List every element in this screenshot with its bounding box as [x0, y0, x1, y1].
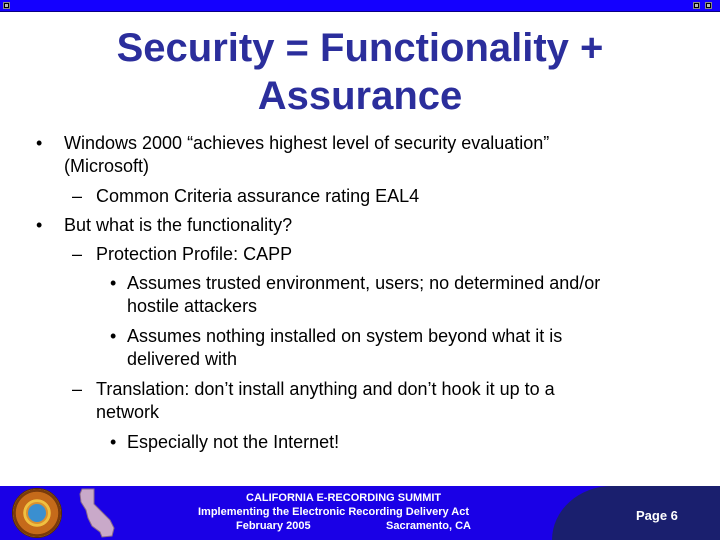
bullet-text-line: Windows 2000 “achieves highest level of security evaluation”: [64, 133, 550, 153]
bullet-marker: •: [110, 326, 117, 346]
window-titlebar: [0, 0, 720, 12]
bullet-item: [96, 185, 706, 208]
california-map-icon: [78, 488, 118, 538]
bullet-item: [127, 272, 707, 318]
bullet-text-line: Assumes trusted environment, users; no determined and/or: [127, 273, 601, 293]
bullet-text-line: Translation: don’t install anything and don’t hook it up to a: [96, 379, 555, 399]
bullet-text-line: Assumes nothing installed on system beyond what it is: [127, 326, 563, 346]
bullet-text-line: hostile attackers: [127, 296, 258, 316]
bullet-marker: •: [36, 215, 43, 235]
page-number: Page 6: [636, 508, 678, 523]
slide-title-line-2: Assurance: [257, 74, 463, 118]
footer-event-subtitle: Implementing the Electronic Recording Delivery Act: [198, 506, 469, 518]
dash-marker: –: [72, 244, 83, 264]
bullet-text-line: Common Criteria assurance rating EAL4: [96, 186, 420, 206]
bullet-item: [64, 214, 704, 237]
seal-center: [26, 502, 48, 524]
bullet-marker: •: [36, 133, 43, 153]
bullet-item: [96, 243, 706, 266]
window-control-icon[interactable]: [705, 2, 712, 9]
bullet-marker: •: [110, 432, 117, 452]
bullet-text-line: delivered with: [127, 349, 238, 369]
slide-title: [20, 24, 700, 120]
bullet-text-line: Especially not the Internet!: [127, 432, 340, 452]
footer-date: February 2005: [236, 520, 311, 532]
dash-marker: –: [72, 379, 83, 399]
bullet-marker: •: [110, 273, 117, 293]
dash-marker: –: [72, 186, 83, 206]
bullet-item: [127, 325, 707, 371]
bullet-item: [96, 378, 706, 424]
bullet-text-line: But what is the functionality?: [64, 215, 293, 235]
bullet-text-line: Protection Profile: CAPP: [96, 244, 293, 264]
slide-title-line-1: Security = Functionality +: [116, 26, 604, 70]
bullet-text-line: network: [96, 402, 160, 422]
footer-event-title: CALIFORNIA E-RECORDING SUMMIT: [246, 492, 442, 504]
bullet-text-line: (Microsoft): [64, 156, 149, 176]
window-control-icon[interactable]: [3, 2, 10, 9]
footer-location: Sacramento, CA: [386, 520, 471, 532]
bullet-item: [64, 132, 704, 178]
bullet-item: [127, 431, 707, 454]
window-control-icon[interactable]: [693, 2, 700, 9]
